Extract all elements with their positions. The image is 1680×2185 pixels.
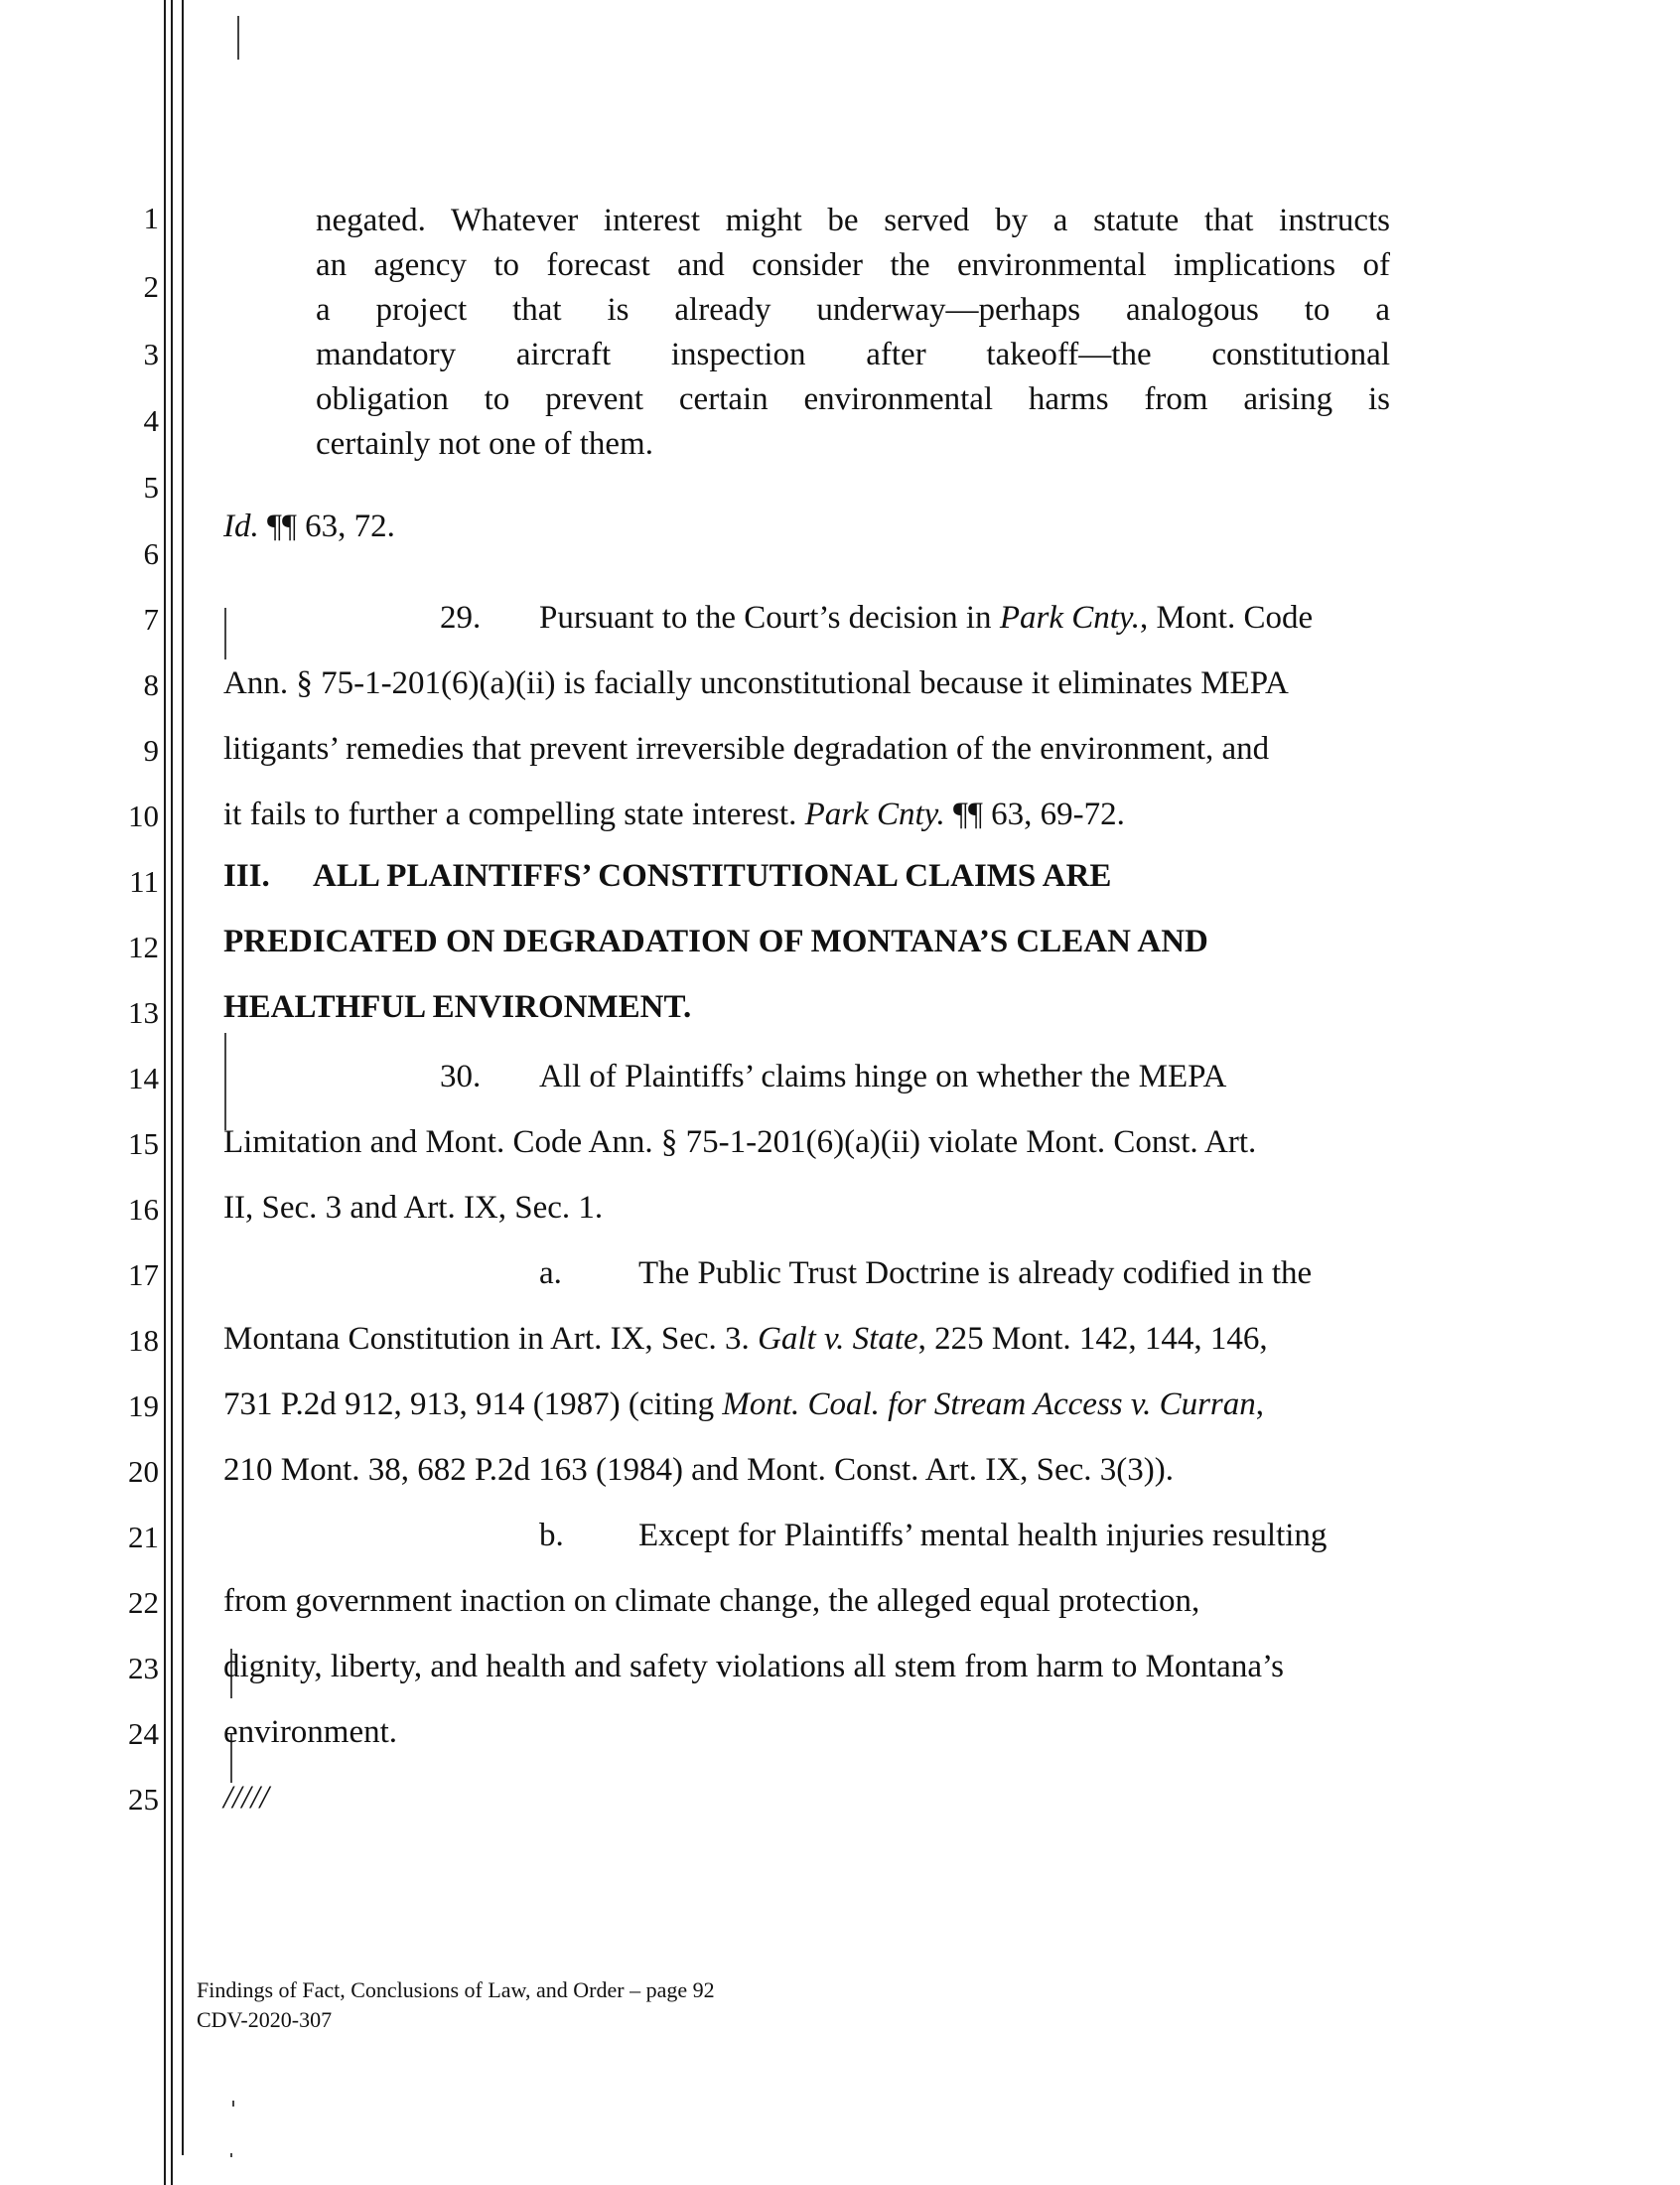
sub-b-line: environment.	[223, 1714, 398, 1750]
line-number: 16	[128, 1192, 159, 1227]
sub-a-text: Montana Constitution in Art. IX, Sec. 3.	[223, 1321, 759, 1357]
line-number: 17	[128, 1257, 159, 1292]
quote-line: a project that is already underway—perhaps analogous to a	[316, 292, 1390, 328]
line-number: 19	[128, 1388, 159, 1423]
citation-italic: Id.	[223, 509, 259, 544]
line-number: 3	[143, 337, 159, 371]
sub-b-line: dignity, liberty, and health and safety violations all stem from harm to Montana’s	[223, 1649, 1284, 1684]
case-name: Galt v. State	[758, 1321, 918, 1357]
para29-line	[223, 793, 1125, 836]
line-number: 20	[128, 1454, 159, 1489]
para30-number: 30.	[440, 1059, 482, 1094]
quote-line: negated. Whatever interest might be served by a statute that instructs	[316, 203, 1390, 238]
line-number: 1	[143, 201, 159, 235]
sub-a-line	[223, 1383, 1264, 1426]
quote-line: mandatory aircraft inspection after takeoff—the constitutional	[316, 337, 1390, 372]
para30-line: All of Plaintiffs’ claims hinge on whether the MEPA	[539, 1059, 1227, 1094]
scan-mark	[230, 2153, 232, 2157]
line-number: 2	[143, 269, 159, 304]
para29-text: , Mont. Code	[1139, 600, 1314, 636]
line-number: 13	[128, 995, 159, 1030]
case-name: Park Cnty.	[804, 797, 945, 832]
section-heading-line: HEALTHFUL ENVIRONMENT.	[223, 989, 692, 1025]
line-number: 18	[128, 1323, 159, 1358]
line-number: 22	[128, 1585, 159, 1620]
line-number: 5	[143, 470, 159, 505]
sub-a-line: 210 Mont. 38, 682 P.2d 163 (1984) and Mont. Const. Art. IX, Sec. 3(3)).	[223, 1452, 1174, 1488]
sub-a-text: , 225 Mont. 142, 144, 146,	[917, 1321, 1268, 1357]
case-name: Park Cnty.	[999, 600, 1140, 636]
para29-text: ¶¶ 63, 69-72.	[944, 797, 1125, 832]
line-number: 9	[143, 733, 159, 768]
para30-line: II, Sec. 3 and Art. IX, Sec. 1.	[223, 1190, 604, 1226]
block-quote	[316, 199, 1390, 467]
scan-mark	[232, 2101, 234, 2107]
para29-text: it fails to further a compelling state interest.	[223, 797, 805, 832]
line-number: 21	[128, 1520, 159, 1554]
sub-a-line	[223, 1317, 1268, 1361]
section-numeral: III.	[223, 858, 270, 894]
line-number: 6	[143, 536, 159, 571]
scan-mark	[237, 16, 239, 60]
citation-text: ¶¶ 63, 72.	[258, 509, 395, 544]
footer-case-number: CDV-2020-307	[197, 2007, 333, 2032]
left-margin-rule-inner	[171, 0, 173, 2185]
line-number: 23	[128, 1651, 159, 1685]
line-number: 8	[143, 667, 159, 702]
sub-b-line: from government inaction on climate change, the alleged equal protection,	[223, 1583, 1200, 1619]
sub-b-label: b.	[539, 1518, 564, 1553]
line-number: 12	[128, 930, 159, 964]
sub-b-line: Except for Plaintiffs’ mental health injuries resulting	[638, 1518, 1328, 1553]
separator: /////	[223, 1780, 269, 1816]
line-number: 14	[128, 1061, 159, 1095]
line-number: 24	[128, 1716, 159, 1751]
quote-line: obligation to prevent certain environmental harms from arising is	[316, 381, 1390, 417]
line-number: 10	[128, 799, 159, 833]
line-number: 15	[128, 1126, 159, 1161]
para29-line: litigants’ remedies that prevent irreversible degradation of the environment, and	[223, 731, 1270, 767]
section-title: ALL PLAINTIFFS’ CONSTITUTIONAL CLAIMS ARE	[313, 858, 1112, 894]
sub-a-label: a.	[539, 1255, 562, 1291]
para30-line: Limitation and Mont. Code Ann. § 75-1-201(6)(a)(ii) violate Mont. Const. Art.	[223, 1124, 1257, 1160]
quote-line: an agency to forecast and consider the environmental implications of	[316, 247, 1390, 283]
sub-a-text: 731 P.2d 912, 913, 914 (1987) (citing	[223, 1386, 723, 1422]
quote-line: certainly not one of them.	[316, 426, 653, 462]
para29-number: 29.	[440, 600, 482, 636]
para29-line: Ann. § 75-1-201(6)(a)(ii) is facially unconstitutional because it eliminates MEPA	[223, 665, 1289, 701]
para29-text: Pursuant to the Court’s decision in	[539, 600, 1000, 636]
scan-mark	[224, 608, 226, 659]
section-heading-line	[223, 858, 1111, 895]
right-margin-rule	[182, 0, 184, 2155]
scan-mark	[224, 1033, 226, 1130]
line-number: 7	[143, 602, 159, 637]
section-heading-line: PREDICATED ON DEGRADATION OF MONTANA’S CLEAN AND	[223, 924, 1208, 959]
sub-a-text: ,	[1255, 1386, 1265, 1422]
line-number: 4	[143, 403, 159, 438]
citation	[223, 505, 395, 548]
line-number: 25	[128, 1782, 159, 1817]
line-number: 11	[129, 864, 159, 899]
left-margin-rule	[164, 0, 166, 2185]
case-name: Mont. Coal. for Stream Access v. Curran	[722, 1386, 1256, 1422]
sub-a-line: The Public Trust Doctrine is already codified in the	[638, 1255, 1313, 1291]
footer-title: Findings of Fact, Conclusions of Law, and Order – page 92	[197, 1977, 715, 2002]
para29-line	[539, 596, 1313, 640]
